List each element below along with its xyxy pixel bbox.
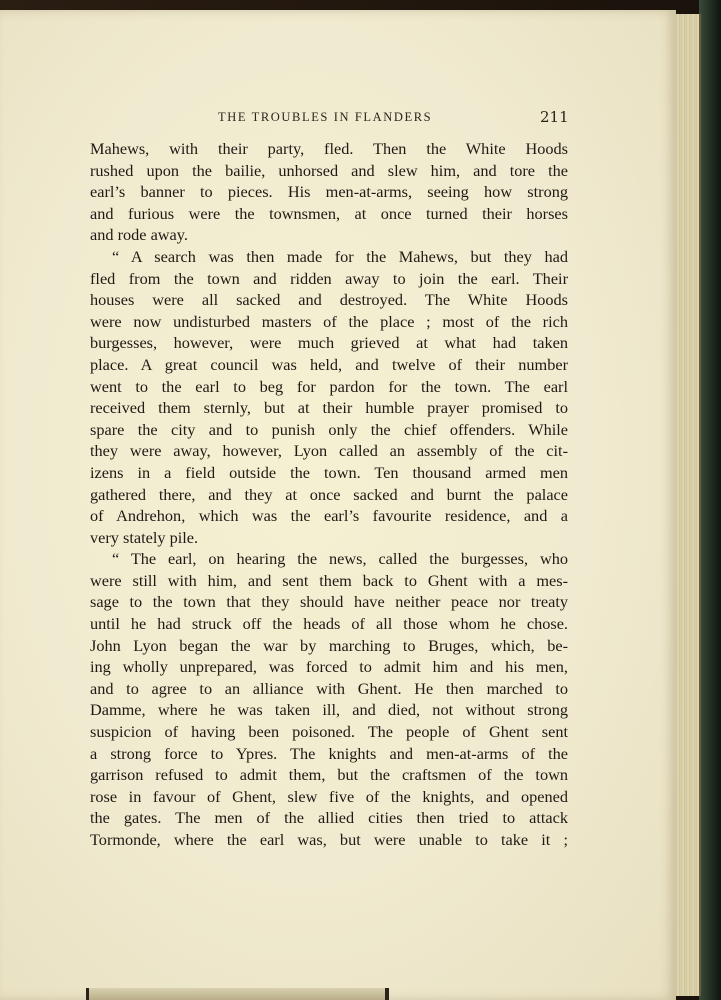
- text-line: suspicion of having been poisoned. The people of Ghent sent: [90, 722, 568, 742]
- text-line: place. A great council was held, and twelve of their number: [90, 354, 568, 374]
- text-line: houses were all sacked and destroyed. The White Hoods: [90, 290, 568, 310]
- text-line: gathered there, and they at once sacked and burnt the palace: [90, 484, 568, 504]
- text-line: and furious were the townsmen, at once turned their horses: [90, 203, 568, 223]
- text-line: and rode away.: [90, 225, 188, 245]
- text-line: until he had struck off the heads of all those whom he chose.: [90, 614, 568, 634]
- text-line: earl’s banner to pieces. His men-at-arms, seeing how strong: [90, 182, 568, 202]
- text-line: a strong force to Ypres. The knights and men-at-arms of the: [90, 743, 568, 763]
- text-line: of Andrehon, which was the earl’s favourite residence, and a: [90, 506, 568, 526]
- text-line: very stately pile.: [90, 527, 199, 547]
- book-page: [0, 10, 676, 1000]
- text-line: went to the earl to beg for pardon for the town. The earl: [90, 376, 568, 396]
- body-text: [90, 138, 568, 851]
- text-line: fled from the town and ridden away to join the earl. Their: [90, 268, 568, 288]
- text-line: Tormonde, where the earl was, but were unable to take it ;: [90, 830, 568, 849]
- text-line: John Lyon began the war by marching to Bruges, which, be-: [90, 635, 568, 655]
- text-line: Mahews, with their party, fled. Then the White Hoods: [90, 139, 568, 158]
- text-line: sage to the town that they should have neither peace nor treaty: [90, 592, 568, 612]
- text-line: garrison refused to admit them, but the craftsmen of the town: [90, 765, 568, 785]
- text-line: Damme, where he was taken ill, and died, not without strong: [90, 700, 568, 720]
- text-line: were still with him, and sent them back to Ghent with a mes-: [90, 570, 568, 590]
- text-line: burgesses, however, were much grieved at what had taken: [90, 333, 568, 353]
- text-line: received them sternly, but at their humble prayer promised to: [90, 398, 568, 418]
- book-holder-clip: [86, 988, 389, 1000]
- text-line: rose in favour of Ghent, slew five of the knights, and opened: [90, 786, 568, 806]
- text-line: they were away, however, Lyon called an assembly of the cit-: [90, 441, 568, 461]
- text-line: and to agree to an alliance with Ghent. He then marched to: [90, 678, 568, 698]
- running-head: THE TROUBLES IN FLANDERS: [218, 110, 433, 124]
- text-line: were now undisturbed masters of the place ; most of the rich: [90, 311, 568, 331]
- book-cover-edge: [699, 0, 721, 1000]
- text-line: “ The earl, on hearing the news, called the burgesses, who: [112, 549, 568, 569]
- text-line: rushed upon the bailie, unhorsed and slew him, and tore the: [90, 160, 568, 180]
- text-line: izens in a field outside the town. Ten thousand armed men: [90, 462, 568, 482]
- text-line: “ A search was then made for the Mahews, but they had: [112, 246, 568, 266]
- text-line: ing wholly unprepared, was forced to admit him and his men,: [90, 657, 568, 677]
- page-number: 211: [540, 108, 569, 126]
- text-line: spare the city and to punish only the chief offenders. While: [90, 419, 568, 439]
- text-line: the gates. The men of the allied cities then tried to attack: [90, 808, 568, 828]
